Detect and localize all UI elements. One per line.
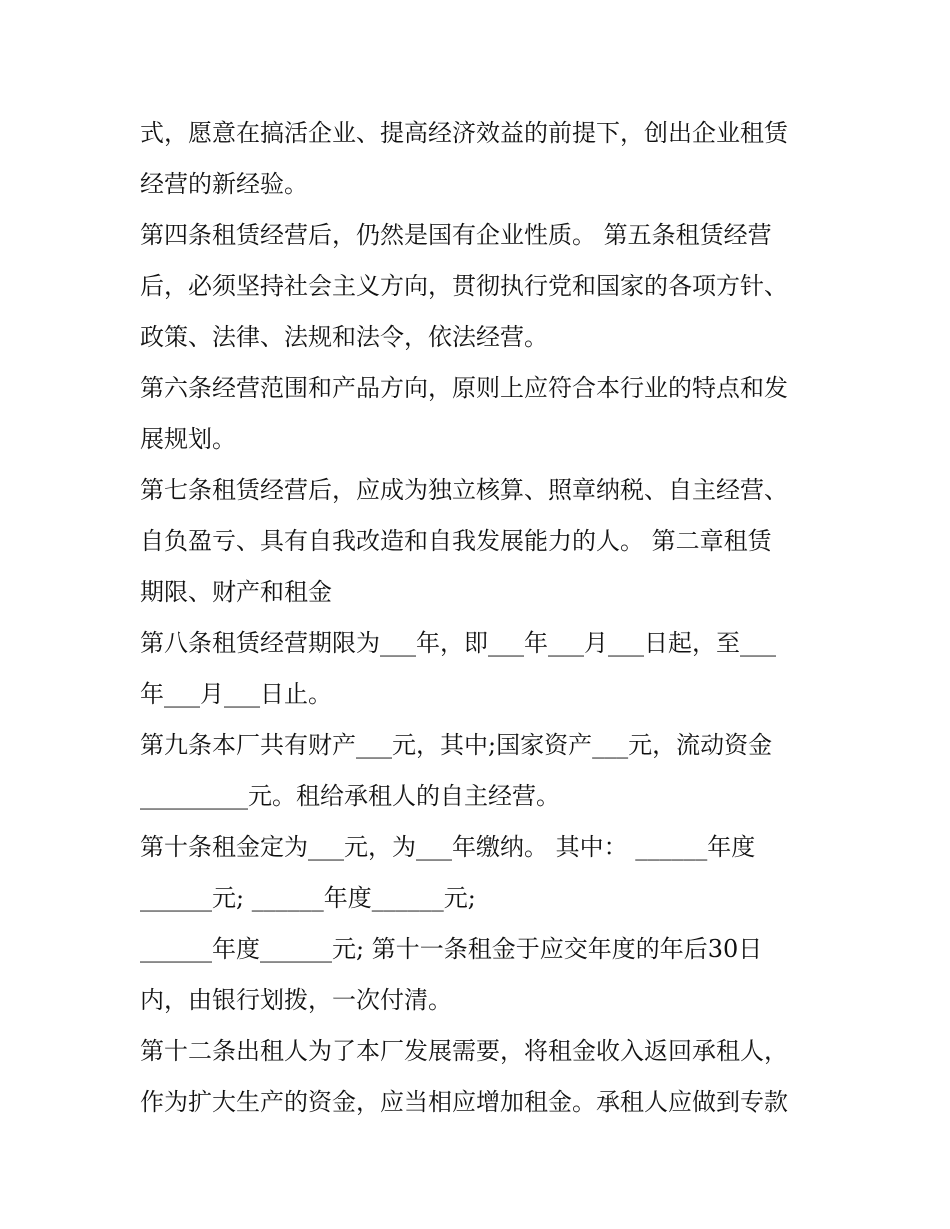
text-line: 第七条租赁经营后，应成为独立核算、照章纳税、自主经营、 (140, 476, 788, 504)
text-line: _________元。租给承租人的自主经营。 (140, 782, 560, 810)
text-line: 第九条本厂共有财产___元，其中;国家资产___元，流动资金 (140, 731, 773, 759)
text-line: 期限、财产和租金 (140, 578, 332, 606)
text-line: 第八条租赁经营期限为___年，即___年___月___日起，至___ (140, 629, 776, 657)
text-line: ______元; ______年度______元; (140, 884, 476, 912)
text-line: 内，由银行划拨，一次付清。 (140, 986, 452, 1014)
text-line: 作为扩大生产的资金，应当相应增加租金。承租人应做到专款 (140, 1088, 788, 1116)
text-line: 第六条经营范围和产品方向，原则上应符合本行业的特点和发 (140, 374, 788, 402)
text-line: 式，愿意在搞活企业、提高经济效益的前提下，创出企业租赁 (140, 119, 788, 147)
text-line: 自负盈亏、具有自我改造和自我发展能力的人。 第二章租赁 (140, 527, 772, 555)
text-line: 经营的新经验。 (140, 170, 308, 198)
text-line: 年___月___日止。 (140, 680, 332, 708)
text-line: ______年度______元; 第十一条租金于应交年度的年后30日 (140, 935, 763, 963)
text-line: 第四条租赁经营后，仍然是国有企业性质。 第五条租赁经营 (140, 221, 772, 249)
text-line: 后，必须坚持社会主义方向，贯彻执行党和国家的各项方针、 (140, 272, 788, 300)
text-line: 展规划。 (140, 425, 236, 453)
document-body (140, 108, 820, 1128)
text-line: 政策、法律、法规和法令，依法经营。 (140, 323, 548, 351)
text-line: 第十二条出租人为了本厂发展需要，将租金收入返回承租人， (140, 1037, 788, 1065)
text-line: 第十条租金定为___元，为___年缴纳。 其中： ______年度 (140, 833, 756, 861)
